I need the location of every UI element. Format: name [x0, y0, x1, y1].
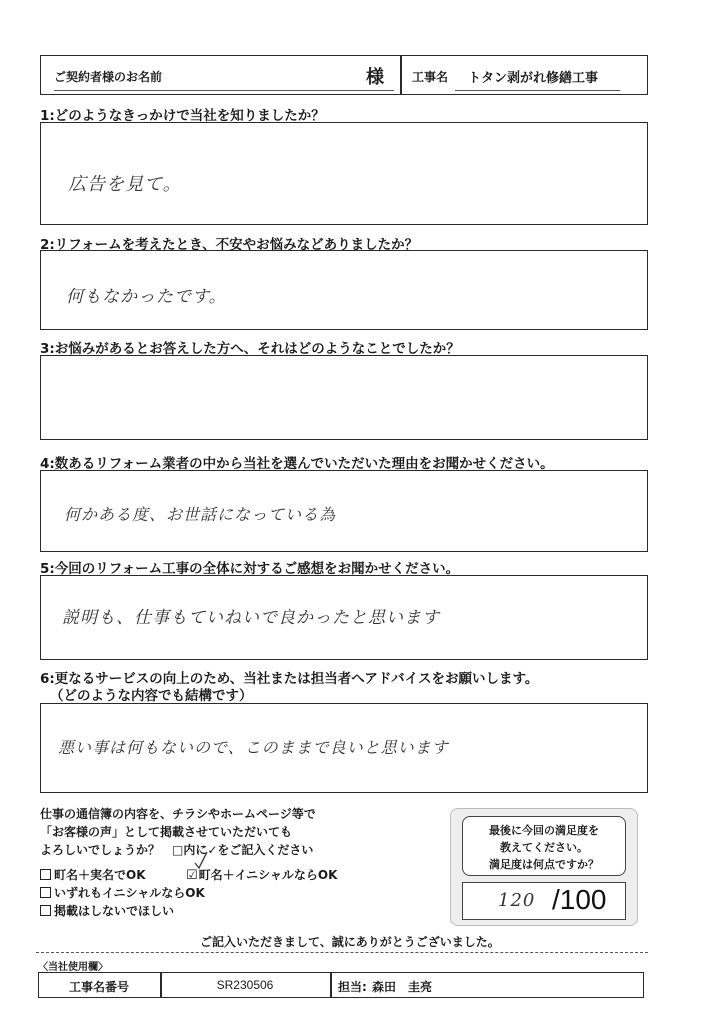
- project-label: 工事名: [412, 70, 449, 84]
- option-no-publish[interactable]: [40, 902, 174, 919]
- project-number-value: SR230506: [216, 978, 274, 992]
- consent-line-1: 仕事の通信簿の内容を、チラシやホームページ等で: [40, 807, 316, 821]
- answer-1-text: 広告を見て。: [68, 174, 182, 195]
- question-1-label: 1:どのようなきっかけで当社を知りましたか？: [40, 108, 325, 124]
- answer-4-text: 何かある度、お世話になっている為: [64, 505, 337, 524]
- option-label: 町名＋実名でOK: [54, 868, 146, 882]
- office-section-label: 〈当社使用欄〉: [38, 962, 108, 973]
- header-divider: [400, 55, 402, 95]
- option-label: 町名＋イニシャルならOK: [198, 868, 338, 882]
- option-initials[interactable]: [186, 866, 337, 883]
- answer-3-box: [40, 355, 648, 440]
- option-all-initials[interactable]: [40, 884, 205, 901]
- project-number-label: 工事名番号: [68, 980, 129, 994]
- score-max: /100: [552, 884, 607, 915]
- staff-label: 担当:: [338, 980, 367, 994]
- name-label: ご契約者様のお名前: [54, 70, 163, 84]
- question-2-label: 2:リフォームを考えたとき、不安やお悩みなどありましたか？: [40, 237, 419, 253]
- office-divider-2: [330, 972, 332, 998]
- option-label: 掲載はしないでほしい: [54, 904, 175, 918]
- checkbox[interactable]: [40, 869, 51, 880]
- question-4-label: 4:数あるリフォーム業者の中から当社を選んでいただいた理由をお聞かせください。: [40, 456, 554, 472]
- satisfaction-line-3: 満足度は何点ですか？: [489, 858, 599, 871]
- score-value: 120: [498, 890, 536, 911]
- question-6-label: 6:更なるサービスの向上のため、当社または担当者へアドバイスをお願いします。: [40, 671, 539, 687]
- project-name: トタン剥がれ修繕工事: [468, 71, 599, 86]
- answer-2-text: 何もなかったです。: [66, 287, 227, 307]
- answer-5-text: 説明も、仕事もていねいで良かったと思います: [62, 608, 440, 628]
- handwritten-check-mark: [194, 850, 208, 870]
- project-underline: [455, 90, 620, 91]
- satisfaction-line-2: 教えてください。: [500, 841, 588, 854]
- dashed-divider: [36, 952, 648, 953]
- option-label: いずれもイニシャルならOK: [54, 886, 205, 900]
- satisfaction-line-1: 最後に今回の満足度を: [489, 824, 599, 837]
- checkbox[interactable]: [40, 887, 51, 898]
- thanks-message: ご記入いただきまして、誠にありがとうございました。: [200, 935, 500, 949]
- question-6-note: （どのような内容でも結構です）: [50, 688, 253, 704]
- honorific: 様: [366, 67, 384, 88]
- checkbox[interactable]: [40, 905, 51, 916]
- consent-line-2: 「お客様の声」として掲載させていただいても: [40, 825, 293, 839]
- option-real-name[interactable]: [40, 866, 146, 883]
- question-5-label: 5:今回のリフォーム工事の全体に対するご感想をお聞かせください。: [40, 561, 460, 577]
- consent-line-3: よろしいでしょうか？ □内に✓をご記入ください: [40, 843, 314, 857]
- staff-name: 森田 圭亮: [372, 980, 433, 994]
- checkbox-checked-icon[interactable]: ☑: [186, 868, 198, 883]
- name-underline: [54, 90, 394, 91]
- question-3-label: 3:お悩みがあるとお答えした方へ、それはどのようなことでしたか？: [40, 341, 460, 357]
- answer-6-text: 悪い事は何もないので、このままで良いと思います: [58, 738, 449, 757]
